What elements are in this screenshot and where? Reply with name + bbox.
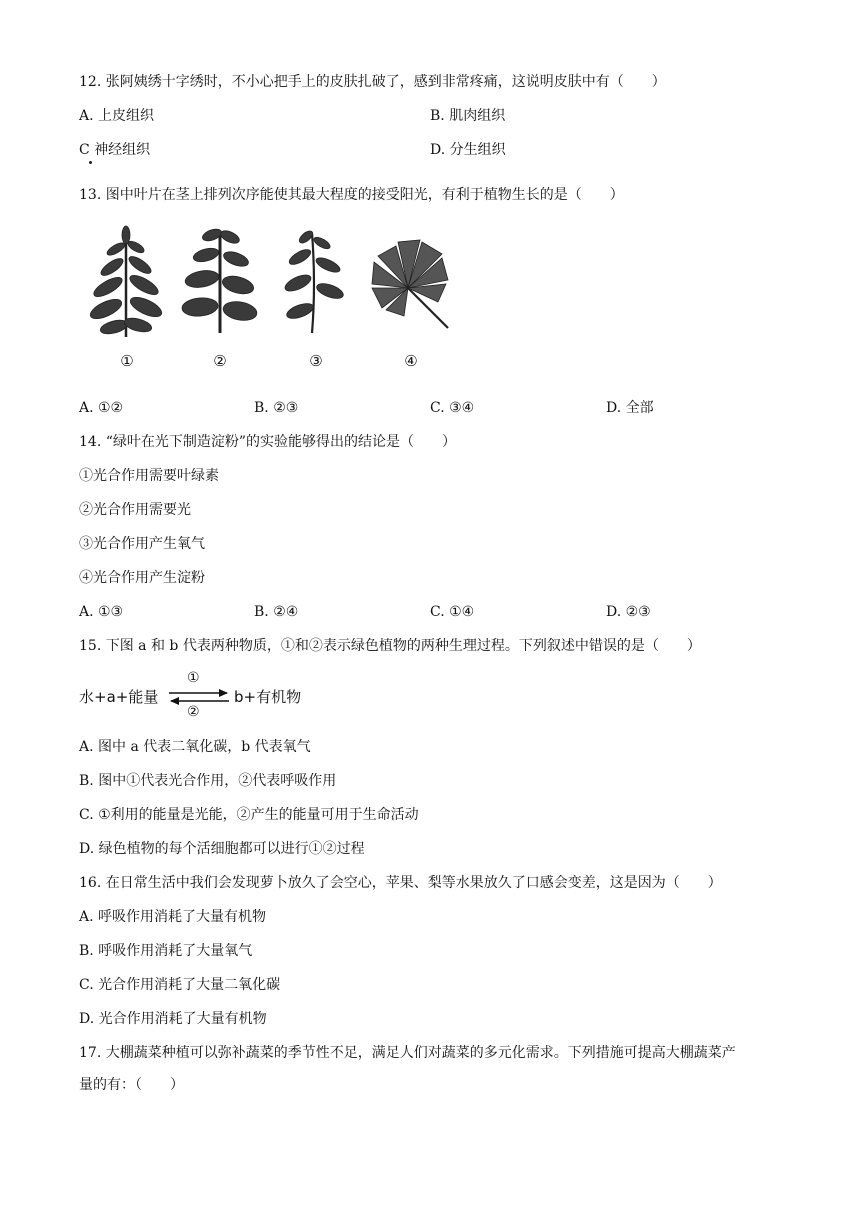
q14-statement-4: ④光合作用产生淀粉 xyxy=(79,570,205,586)
plant-4-label: ④ xyxy=(404,352,418,370)
q12-option-a: A. 上皮组织 xyxy=(79,108,155,124)
q14-option-c: C. ①④ xyxy=(430,604,475,620)
q13-option-d: D. 全部 xyxy=(606,400,654,416)
equation-right: b+有机物 xyxy=(234,688,302,706)
plant-4-illustration xyxy=(368,236,452,332)
plant-3-illustration xyxy=(282,225,348,335)
q14-statement-2: ②光合作用需要光 xyxy=(79,502,191,518)
q12-option-c: C 神经组织 xyxy=(79,142,151,158)
question-15-stem: 15. 下图 a 和 b 代表两种物质，①和②表示绿色植物的两种生理过程。下列叙述中错误的是（ ） xyxy=(79,638,701,654)
q13-option-a: A. ①② xyxy=(79,400,124,416)
question-14-stem: 14. “绿叶在光下制造淀粉”的实验能够得出的结论是（ ） xyxy=(79,434,457,450)
question-17-stem-line-1: 17. 大棚蔬菜种植可以弥补蔬菜的季节性不足，满足人们对蔬菜的多元化需求。下列措施可提高大棚蔬菜产 xyxy=(79,1045,736,1061)
plant-2-label: ② xyxy=(213,352,227,370)
q13-option-b: B. ②③ xyxy=(254,400,299,416)
plant-1-illustration xyxy=(88,225,164,340)
q16-option-c: C. 光合作用消耗了大量二氧化碳 xyxy=(79,977,281,993)
equation-left: 水+a+能量 xyxy=(79,688,159,706)
process-2-label: ② xyxy=(187,704,200,720)
question-16-stem: 16. 在日常生活中我们会发现萝卜放久了会空心，苹果、梨等水果放久了口感会变差，这是因为（ ） xyxy=(79,875,722,891)
q16-option-d: D. 光合作用消耗了大量有机物 xyxy=(79,1011,267,1027)
plant-3-label: ③ xyxy=(309,352,323,370)
q14-statement-3: ③光合作用产生氧气 xyxy=(79,536,205,552)
process-1-label: ① xyxy=(187,670,200,686)
q13-option-c: C. ③④ xyxy=(430,400,475,416)
question-12-stem: 12. 张阿姨绣十字绣时，不小心把手上的皮肤扎破了，感到非常疼痛，这说明皮肤中有（ ） xyxy=(79,74,666,90)
q15-option-a: A. 图中 a 代表二氧化碳，b 代表氧气 xyxy=(79,739,311,755)
reaction-equation xyxy=(79,672,319,722)
q14-option-a: A. ①③ xyxy=(79,604,124,620)
plant-2-illustration xyxy=(180,225,260,335)
question-17-stem-line-2: 量的有：（ ） xyxy=(79,1077,184,1093)
question-13-stem: 13. 图中叶片在茎上排列次序能使其最大程度的接受阳光，有利于植物生长的是（ ） xyxy=(79,187,624,203)
q15-option-d: D. 绿色植物的每个活细胞都可以进行①②过程 xyxy=(79,841,365,857)
plant-1-label: ① xyxy=(120,352,134,370)
q14-option-d: D. ②③ xyxy=(606,604,651,620)
q12-option-d: D. 分生组织 xyxy=(430,142,506,158)
q12-option-b: B. 肌肉组织 xyxy=(430,108,506,124)
stray-dot xyxy=(89,161,92,164)
q15-option-b: B. 图中①代表光合作用，②代表呼吸作用 xyxy=(79,773,337,789)
q14-option-b: B. ②④ xyxy=(254,604,299,620)
q16-option-b: B. 呼吸作用消耗了大量氧气 xyxy=(79,943,253,959)
q15-option-c: C. ①利用的能量是光能，②产生的能量可用于生命活动 xyxy=(79,807,419,823)
q16-option-a: A. 呼吸作用消耗了大量有机物 xyxy=(79,909,267,925)
q14-statement-1: ①光合作用需要叶绿素 xyxy=(79,468,219,484)
